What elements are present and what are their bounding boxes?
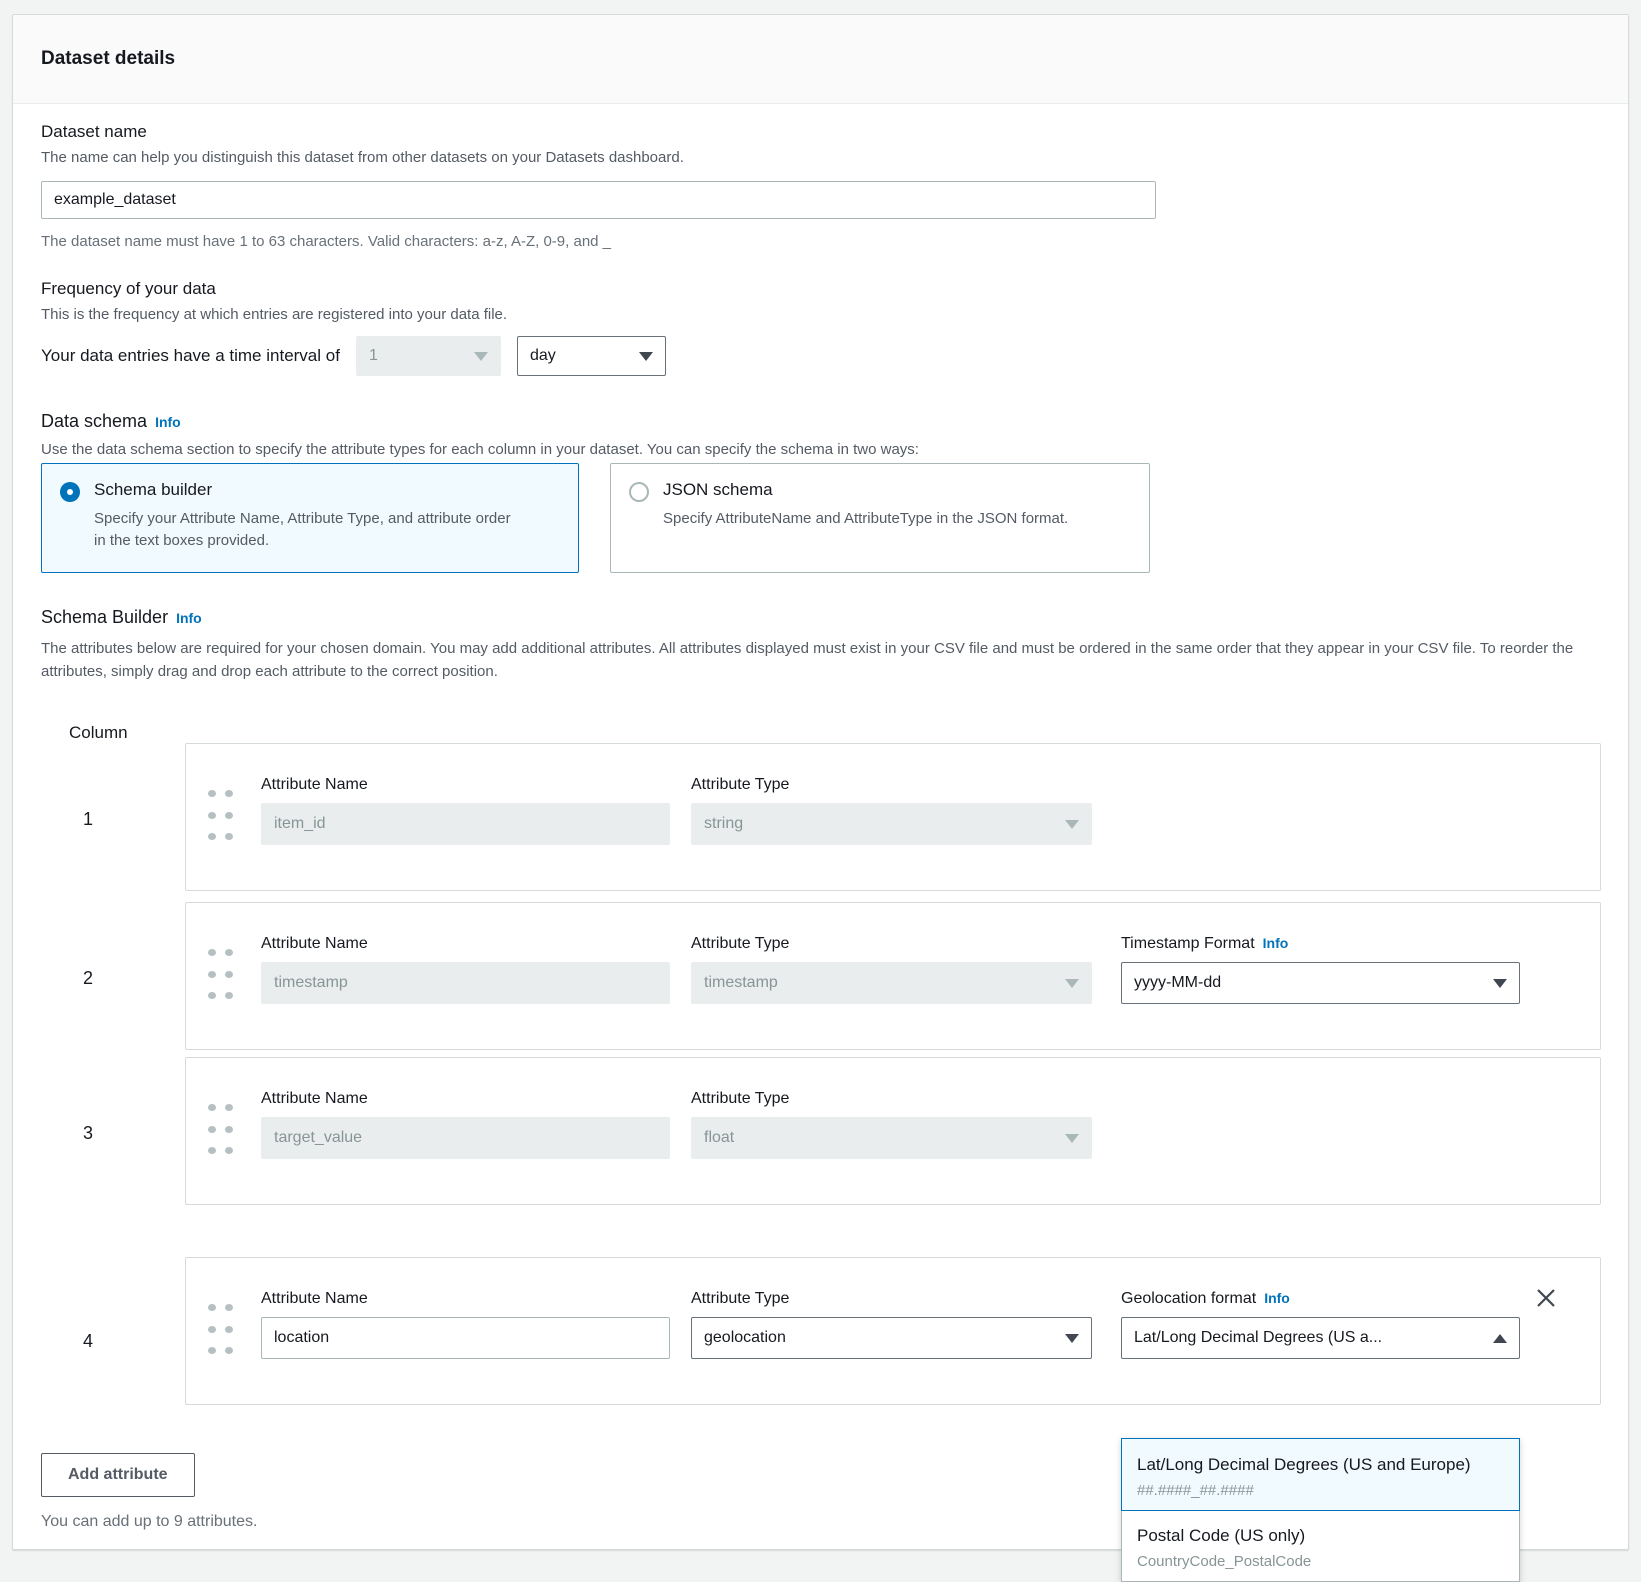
page-title: Dataset details [41,48,176,69]
schema-row-1 [185,743,1601,891]
attribute-name-label: Attribute Name [261,1290,368,1307]
attribute-name-input [261,1117,670,1159]
dropdown-option-latlong[interactable]: Lat/Long Decimal Degrees (US and Europe) ##.####_##.#### [1121,1438,1520,1511]
radio-unselected-icon[interactable] [629,482,649,502]
column-header: Column [69,723,128,742]
attribute-type-label: Attribute Type [691,935,790,952]
schema-row-3 [185,1057,1601,1205]
attribute-type-select: timestamp [691,962,1092,1004]
add-attribute-hint: You can add up to 9 attributes. [41,1513,258,1530]
geolocation-format-label: Geolocation format [1121,1290,1257,1307]
data-schema-description: Use the data schema section to specify the attribute types for each column in your dataset. You can specify the schema in two ways: [41,441,919,458]
dataset-name-description: The name can help you distinguish this dataset from other datasets on your Datasets dashboard. [41,149,684,166]
dataset-name-hint: The dataset name must have 1 to 63 characters. Valid characters: a-z, A-Z, 0-9, and _ [41,233,612,250]
attribute-type-label: Attribute Type [691,1290,790,1307]
column-number: 1 [82,809,93,829]
chevron-down-icon [1065,979,1079,988]
drag-handle-icon[interactable] [208,1104,234,1162]
geolocation-format-select[interactable]: Lat/Long Decimal Degrees (US a... [1121,1317,1520,1359]
chevron-down-icon [639,352,653,361]
data-schema-heading [41,411,181,432]
schema-row-2 [185,902,1601,1050]
dataset-name-label: Dataset name [41,122,147,141]
attribute-name-label: Attribute Name [261,776,368,793]
schema-builder-option-tile[interactable] [41,463,579,573]
schema-builder-option-description: Specify your Attribute Name, Attribute Type, and attribute order in the text boxes provided. [94,510,511,549]
attribute-name-input [261,962,670,1004]
add-attribute-button[interactable]: Add attribute [41,1453,195,1497]
json-schema-option-title: JSON schema [663,480,773,499]
frequency-row [41,336,666,376]
schema-builder-info-link[interactable]: Info [176,610,202,626]
schema-builder-option-title: Schema builder [94,480,213,499]
dropdown-option-postal[interactable]: Postal Code (US only) CountryCode_PostalCode [1137,1526,1312,1570]
attribute-name-input [261,803,670,845]
frequency-label: Frequency of your data [41,279,216,298]
interval-select: 1 [356,336,501,376]
schema-builder-heading [41,607,202,628]
attribute-name-label: Attribute Name [261,935,368,952]
attribute-type-select[interactable]: geolocation [691,1317,1092,1359]
drag-handle-icon[interactable] [208,949,234,1007]
column-number: 2 [82,968,93,988]
frequency-description: This is the frequency at which entries are registered into your data file. [41,306,508,323]
geolocation-format-dropdown [1121,1438,1520,1582]
panel-header [13,15,1628,104]
schema-builder-label: Schema Builder [41,607,169,627]
attribute-type-label: Attribute Type [691,1090,790,1107]
schema-builder-description: The attributes below are required for your chosen domain. You may add additional attributes. All attributes displayed must exist in your CSV file and must be ordered in the same order that they appear in your CSV file. To reorder the attributes, simply drag and drop each attribute to the correct position. [41,640,1574,680]
drag-handle-icon[interactable] [208,790,234,848]
radio-selected-icon[interactable] [60,482,80,502]
json-schema-option-tile[interactable] [610,463,1150,573]
interval-unit-select[interactable]: day [517,336,666,376]
timestamp-format-select[interactable]: yyyy-MM-dd [1121,962,1520,1004]
attribute-type-label: Attribute Type [691,776,790,793]
chevron-down-icon [1065,820,1079,829]
attribute-name-input[interactable] [261,1317,670,1359]
data-schema-label: Data schema [41,411,148,431]
geolocation-format-info-link[interactable]: Info [1264,1290,1290,1306]
schema-row-4 [185,1257,1601,1570]
remove-attribute-icon[interactable] [1534,1286,1558,1310]
timestamp-format-label: Timestamp Format [1121,935,1255,952]
drag-handle-icon[interactable] [208,1304,234,1362]
chevron-down-icon [1493,979,1507,988]
column-number: 4 [82,1331,93,1351]
chevron-up-icon [1493,1334,1507,1343]
frequency-sentence: Your data entries have a time interval of [41,346,340,365]
chevron-down-icon [474,352,488,361]
data-schema-info-link[interactable]: Info [155,414,181,430]
dataset-name-input[interactable] [41,181,1156,219]
dataset-details-panel [12,14,1629,1570]
column-number: 3 [82,1123,93,1143]
timestamp-format-info-link[interactable]: Info [1262,935,1289,951]
attribute-type-select: float [691,1117,1092,1159]
chevron-down-icon [1065,1334,1079,1343]
json-schema-option-description: Specify AttributeName and AttributeType in the JSON format. [663,510,1069,527]
attribute-type-select: string [691,803,1092,845]
chevron-down-icon [1065,1134,1079,1143]
attribute-name-label: Attribute Name [261,1090,368,1107]
